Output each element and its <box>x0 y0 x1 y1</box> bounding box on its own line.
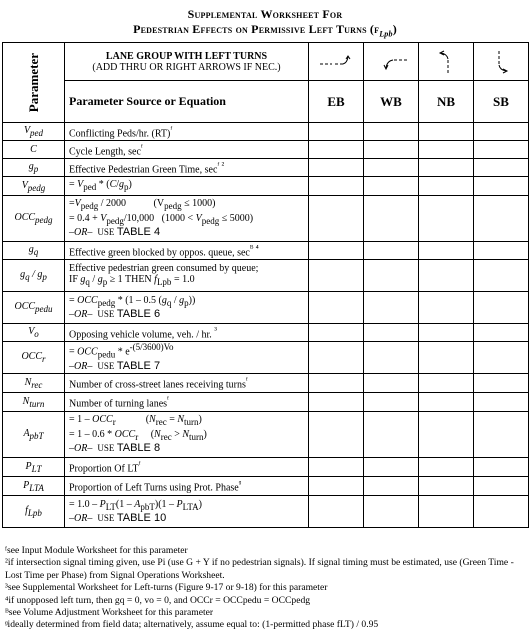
sb-cell[interactable] <box>474 393 529 412</box>
param-description: Cycle Length, $\sec^ᶠ$ <box>65 141 309 159</box>
param-symbol: $V_o$ <box>3 324 65 342</box>
eb-cell[interactable] <box>309 260 364 292</box>
table-row <box>3 342 529 374</box>
footnote: ⁴if unopposed left turn, then gq = 0, vo = 0, and OCCr = OCCpedu = OCCpedg <box>5 594 311 606</box>
nb-cell[interactable] <box>419 324 474 342</box>
eb-cell[interactable] <box>309 374 364 393</box>
eb-cell[interactable] <box>309 141 364 159</box>
eb-cell[interactable] <box>309 393 364 412</box>
nb-cell[interactable] <box>419 477 474 496</box>
sb-cell[interactable] <box>474 242 529 260</box>
eb-cell[interactable] <box>309 342 364 374</box>
sb-cell[interactable] <box>474 374 529 393</box>
param-symbol: $V_{ped}$ <box>3 123 65 141</box>
wb-cell[interactable] <box>364 477 419 496</box>
nb-cell[interactable] <box>419 374 474 393</box>
table-row <box>3 477 529 496</box>
footnote: ²if intersection signal timing given, use Pi (use G + Y if no pedestrian signals). If signal timing must be estimated, use (Green Time - Lost Time per Phase) from Signal Operations Worksheet. <box>5 557 514 581</box>
worksheet-title-line1: Supplemental Worksheet For <box>187 7 343 21</box>
wb-cell[interactable] <box>364 196 419 242</box>
nb-cell[interactable] <box>419 412 474 458</box>
eb-cell[interactable] <box>309 177 364 196</box>
wb-cell[interactable] <box>364 412 419 458</box>
param-description: Proportion Of $LT^ᶠ$ <box>65 458 309 477</box>
eb-cell[interactable] <box>309 123 364 141</box>
eb-arrow-icon <box>309 43 364 81</box>
sb-cell[interactable] <box>474 177 529 196</box>
param-symbol: $P_{LT}$ <box>3 458 65 477</box>
param-symbol: $A_{pbT}$ <box>3 412 65 458</box>
table-row <box>3 242 529 260</box>
param-description: Effective pedestrian green consumed by queue; IF $g_q / g_p \ge 1$ THEN $f_{Lpb} = 1.0$ <box>65 260 309 292</box>
table-row <box>3 458 529 477</box>
sb-cell[interactable] <box>474 342 529 374</box>
param-symbol: C <box>3 141 65 159</box>
param-symbol: $OCC_{pedu}$ <box>3 292 65 324</box>
sb-cell[interactable] <box>474 141 529 159</box>
param-description: Conflicting Peds/hr. (RT)$^ᶠ$ <box>65 123 309 141</box>
parameter-header: Parameter <box>3 43 65 123</box>
nb-cell[interactable] <box>419 242 474 260</box>
wb-cell[interactable] <box>364 141 419 159</box>
sb-cell[interactable] <box>474 324 529 342</box>
table-row <box>3 393 529 412</box>
param-description: = $V_{ped} * (C/g_p)$ <box>65 177 309 196</box>
nb-cell[interactable] <box>419 458 474 477</box>
eb-cell[interactable] <box>309 458 364 477</box>
worksheet-title-line2: Pedestrian Effects on Permissive Left Turns $(f_{Lpb})$ <box>133 22 397 39</box>
table-row <box>3 260 529 292</box>
table-row <box>3 292 529 324</box>
param-description: = $OCC_{pedu} * e^{-(5/3600)Vo}$ –OR– USE TABLE 7 <box>65 342 309 374</box>
param-description: Proportion of Left Turns using Prot. Phase$^ᶢ$ <box>65 477 309 496</box>
table-row <box>3 324 529 342</box>
nb-header: NB <box>419 81 474 123</box>
nb-cell[interactable] <box>419 159 474 177</box>
nb-cell[interactable] <box>419 496 474 528</box>
wb-header: WB <box>364 81 419 123</box>
nb-cell[interactable] <box>419 260 474 292</box>
nb-arrow-icon <box>419 43 474 81</box>
param-symbol: $N_{turn}$ <box>3 393 65 412</box>
sb-cell[interactable] <box>474 159 529 177</box>
wb-cell[interactable] <box>364 123 419 141</box>
wb-cell[interactable] <box>364 374 419 393</box>
footnote: ᴮsee Volume Adjustment Worksheet for this parameter <box>5 607 214 619</box>
table-row <box>3 123 529 141</box>
sb-cell[interactable] <box>474 196 529 242</box>
param-description: Number of turning lanes$^ᶠ$ <box>65 393 309 412</box>
param-description: Effective Pedestrian Green Time, $\sec^{ᶠ ^2}$ <box>65 159 309 177</box>
param-symbol: $g_p$ <box>3 159 65 177</box>
table-row <box>3 374 529 393</box>
sb-arrow-icon <box>474 43 529 81</box>
param-symbol: $g_q / g_p$ <box>3 260 65 292</box>
wb-cell[interactable] <box>364 292 419 324</box>
eb-cell[interactable] <box>309 496 364 528</box>
eb-cell[interactable] <box>309 242 364 260</box>
sb-cell[interactable] <box>474 260 529 292</box>
param-symbol: $g_q$ <box>3 242 65 260</box>
nb-cell[interactable] <box>419 292 474 324</box>
eb-cell[interactable] <box>309 196 364 242</box>
sb-cell[interactable] <box>474 477 529 496</box>
param-description: Opposing vehicle volume, veh. / hr. $^{^3}$ <box>65 324 309 342</box>
footnote: ³see Supplemental Worksheet for Left-turns (Figure 9-17 or 9-18) for this parameter <box>5 582 328 594</box>
sb-cell[interactable] <box>474 412 529 458</box>
eb-cell[interactable] <box>309 324 364 342</box>
table-row <box>3 159 529 177</box>
sb-cell[interactable] <box>474 496 529 528</box>
param-description: Number of cross-street lanes receiving turns$^ᶠ$ <box>65 374 309 393</box>
table-row <box>3 196 529 242</box>
nb-cell[interactable] <box>419 141 474 159</box>
table-row <box>3 496 529 528</box>
nb-cell[interactable] <box>419 123 474 141</box>
wb-cell[interactable] <box>364 342 419 374</box>
wb-arrow-icon <box>364 43 419 81</box>
table-row <box>3 141 529 159</box>
sb-cell[interactable] <box>474 123 529 141</box>
eb-header: EB <box>309 81 364 123</box>
nb-cell[interactable] <box>419 342 474 374</box>
footnotes <box>5 545 527 632</box>
param-symbol: $P_{LTA}$ <box>3 477 65 496</box>
wb-cell[interactable] <box>364 393 419 412</box>
eb-cell[interactable] <box>309 412 364 458</box>
param-description: = $1.0 - P_{LT}(1 - A_{pbT})(1 - P_{LTA})$ –OR– USE TABLE 10 <box>65 496 309 528</box>
wb-cell[interactable] <box>364 458 419 477</box>
sb-cell[interactable] <box>474 458 529 477</box>
param-description: Effective green blocked by oppos. queue, $\sec^{ᴮ ^4}$ <box>65 242 309 260</box>
param-description: = $1 - OCC_r$ $(N_{rec} = N_{turn})$ = $1 - 0.6 * OCC_r$ $(N_{rec} > N_{turn})$ –OR– USE TABLE 8 <box>65 412 309 458</box>
eb-cell[interactable] <box>309 292 364 324</box>
lane-group-header: LANE GROUP WITH LEFT TURNS (ADD THRU OR RIGHT ARROWS IF NEC.) <box>65 43 309 81</box>
param-symbol: $V_{pedg}$ <box>3 177 65 196</box>
param-symbol: $OCC_{pedg}$ <box>3 196 65 242</box>
param-description: = $OCC_{pedg} * (1 - 0.5$ $(g_q / g_p)$) –OR– USE TABLE 6 <box>65 292 309 324</box>
table-row <box>3 177 529 196</box>
wb-cell[interactable] <box>364 159 419 177</box>
param-description: $=V_{pedg} / 2000$ $(V_{pedg} \le 1000)$ = $0.4 + V_{pedg}/10,000$ $(1000 < V_{pedg} \le 5000)$ –OR– USE TABLE 4 <box>65 196 309 242</box>
param-symbol: $f_{Lpb}$ <box>3 496 65 528</box>
wb-cell[interactable] <box>364 496 419 528</box>
sb-cell[interactable] <box>474 292 529 324</box>
wb-cell[interactable] <box>364 324 419 342</box>
wb-cell[interactable] <box>364 242 419 260</box>
worksheet-table <box>2 42 529 528</box>
footnote: ᶢideally determined from field data; alternatively, assume equal to: (1-permitted phase fLT) / 0.95 <box>5 619 379 631</box>
nb-cell[interactable] <box>419 177 474 196</box>
nb-cell[interactable] <box>419 393 474 412</box>
sb-header: SB <box>474 81 529 123</box>
eb-cell[interactable] <box>309 477 364 496</box>
nb-cell[interactable] <box>419 196 474 242</box>
source-header: Parameter Source or Equation <box>65 81 309 123</box>
footnote: ᶠsee Input Module Worksheet for this parameter <box>5 545 188 556</box>
param-symbol: $N_{rec}$ <box>3 374 65 393</box>
table-row <box>3 412 529 458</box>
wb-cell[interactable] <box>364 177 419 196</box>
param-symbol: $OCC_r$ <box>3 342 65 374</box>
eb-cell[interactable] <box>309 159 364 177</box>
wb-cell[interactable] <box>364 260 419 292</box>
